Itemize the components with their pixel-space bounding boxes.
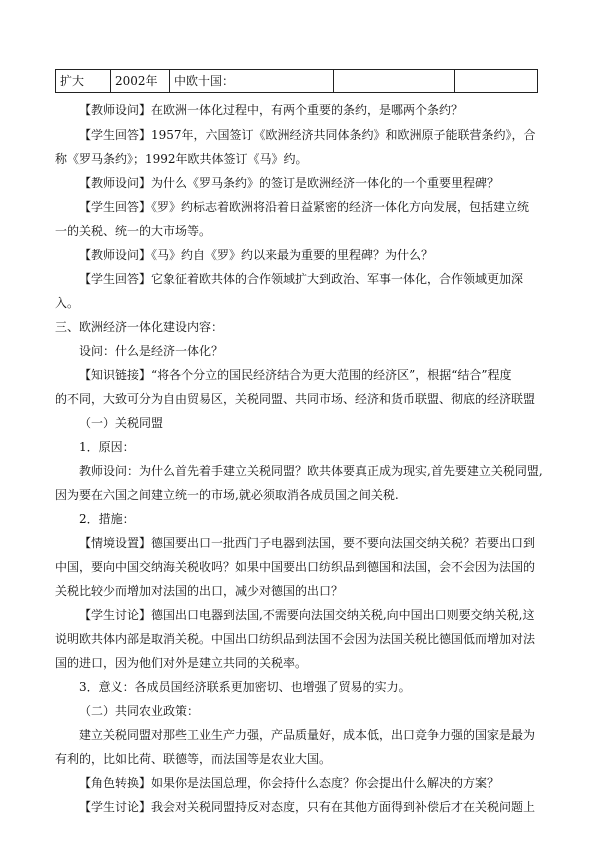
- list-item: 3．意义：各成员国经济联系更加密切、也增强了贸易的实力。: [79, 680, 411, 694]
- table-cell: [455, 70, 538, 93]
- paragraph-line: 【教师设问】为什么《罗马条约》的签订是欧洲经济一体化的一个重要里程碑？: [79, 176, 500, 190]
- paragraph-line: 【学生回答】1957年，六国签订《欧洲经济共同体条约》和欧洲原子能联营条约》，合: [79, 128, 536, 142]
- paragraph-line: 国的进口，因为他们对外是建立共同的关税率。: [55, 656, 308, 670]
- paragraph-line: 【情境设置】德国要出口一批西门子电器到法国，要不要向法国交纳关税？若要出口到: [79, 536, 536, 550]
- table-row: [56, 70, 538, 93]
- table-cell: [334, 70, 455, 93]
- paragraph-line: 设问：什么是经济一体化？: [79, 344, 224, 358]
- paragraph-line: 建立关税同盟对那些工业生产力强，产品质量好，成本低，出口竞争力强的国家是最为: [79, 728, 536, 742]
- paragraph-line: 教师设问：为什么首先着手建立关税同盟？欧共体要真正成为现实,首先要建立关税同盟,: [79, 464, 543, 478]
- paragraph-line: 称《罗马条约》；1992年欧共体签订《马》约。: [55, 152, 308, 166]
- paragraph-line: 【学生讨论】我会对关税同盟持反对态度，只有在其他方面得到补偿后才在关税问题上: [79, 800, 536, 814]
- history-table: [55, 69, 538, 93]
- list-item: 2．措施：: [79, 512, 135, 526]
- list-item: 1．原因：: [79, 440, 135, 454]
- paragraph-line: 关税比较少而增加对法国的出口，减少对德国的出口？: [55, 584, 344, 598]
- paragraph-line: 【教师设问】在欧洲一体化过程中，有两个重要的条约，是哪两个条约？: [79, 103, 464, 117]
- paragraph-line: 说明欧共体内部是取消关税。中国出口纺织品到法国不会因为法国关税比德国低而增加对法: [55, 632, 536, 646]
- paragraph-line: 入。: [55, 296, 80, 310]
- subsection-heading: （一）关税同盟: [79, 416, 164, 430]
- paragraph-line: 一的关税、统一的大市场等。: [55, 224, 212, 238]
- paragraph-line: 【学生回答】它象征着欧共体的合作领域扩大到政治、军事一体化，合作领域更加深: [79, 272, 524, 286]
- paragraph-line: 【知识链接】“将各个分立的国民经济结合为更大范围的经济区”，根据“结合”程度: [79, 368, 512, 382]
- paragraph-line: 【学生回答】《罗》约标志着欧洲将沿着日益紧密的经济一体化方向发展，包括建立统: [79, 200, 530, 214]
- paragraph-line: 有利的，比如比荷、联德等，而法国等是农业大国。: [55, 752, 332, 766]
- table-cell: 扩大: [56, 70, 111, 93]
- paragraph-line: 【角色转换】如果你是法国总理，你会持什么态度？你会提出什么解决的方案？: [79, 776, 500, 790]
- paragraph-line: 【教师设问】《马》约自《罗》约以来最为重要的里程碑？为什么？: [79, 248, 434, 262]
- paragraph-line: 中国，要向中国交纳海关税收吗？如果中国要出口纺织品到德国和法国，会不会因为法国的: [55, 560, 536, 574]
- table-cell: 2002年: [111, 70, 170, 93]
- subsection-heading: （二）共同农业政策：: [79, 704, 200, 718]
- paragraph-line: 的不同，大致可分为自由贸易区，关税同盟、共同市场、经济和货币联盟、彻底的经济联盟: [55, 392, 536, 406]
- section-heading: 三、欧洲经济一体化建设内容：: [55, 320, 224, 334]
- table-cell: 中欧十国：: [170, 70, 334, 93]
- paragraph-line: 因为要在六国之间建立统一的市场,就必须取消各成员国之间关税.: [55, 488, 399, 502]
- paragraph-line: 【学生讨论】德国出口电器到法国,不需要向法国交纳关税,向中国出口则要交纳关税,这: [79, 608, 535, 622]
